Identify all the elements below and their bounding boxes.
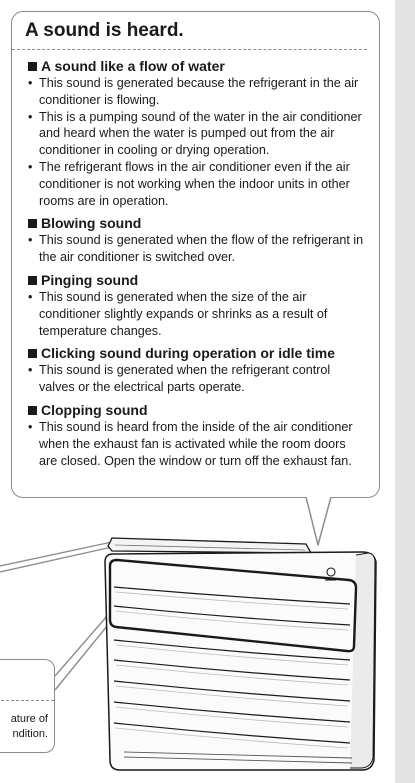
section-clicking-sound (28, 345, 365, 396)
callout-pointer (306, 497, 331, 545)
bullet-item: • The refrigerant flows in the air conditioner even if the air conditioner is not working when the indoor units in other rooms are in operation. (28, 159, 365, 209)
partial-callout-box (0, 659, 55, 753)
top-air-outlet-flap (108, 538, 311, 553)
sound-callout-box (11, 11, 380, 498)
section-clopping-sound (28, 402, 365, 469)
indoor-unit-body (105, 552, 376, 770)
section-heading: Blowing sound (28, 215, 365, 232)
callout-title: A sound is heard. (12, 12, 367, 50)
section-heading: Clopping sound (28, 402, 365, 419)
square-bullet-icon (28, 219, 37, 228)
callout-divider (0, 700, 54, 701)
bullet-item: • This sound is generated because the refrigerant in the air conditioner is flowing. (28, 75, 365, 109)
section-blowing-sound (28, 215, 365, 266)
bullet-item: • This sound is generated when the refrigerant control valves or the electrical parts operate. (28, 362, 365, 396)
square-bullet-icon (28, 62, 37, 71)
square-bullet-icon (28, 349, 37, 358)
section-heading: Clicking sound during operation or idle time (28, 345, 365, 362)
section-heading: Pinging sound (28, 272, 365, 289)
section-water-flow-sound (28, 58, 365, 209)
section-heading: A sound like a flow of water (28, 58, 365, 75)
square-bullet-icon (28, 406, 37, 415)
callout-content (12, 50, 379, 469)
bullet-item: • This sound is heard from the inside of the air conditioner when the exhaust fan is activated while the room doors are closed. Open the window or turn off the exhaust fan. (28, 419, 365, 469)
square-bullet-icon (28, 276, 37, 285)
section-pinging-sound (28, 272, 365, 339)
partial-callout-text: ature of ndition. (10, 713, 48, 740)
page-side-strip (395, 0, 415, 783)
air-conditioner-illustration (0, 490, 395, 783)
bullet-item: • This sound is generated when the flow of the refrigerant in the air conditioner is switched over. (28, 232, 365, 266)
bullet-item: • This sound is generated when the size of the air conditioner slightly expands or shrinks as a result of temperature changes. (28, 289, 365, 339)
bullet-item: • This is a pumping sound of the water in the air conditioner and heard when the water is pumped out from the air conditioner in cooling or drying operation. (28, 109, 365, 159)
